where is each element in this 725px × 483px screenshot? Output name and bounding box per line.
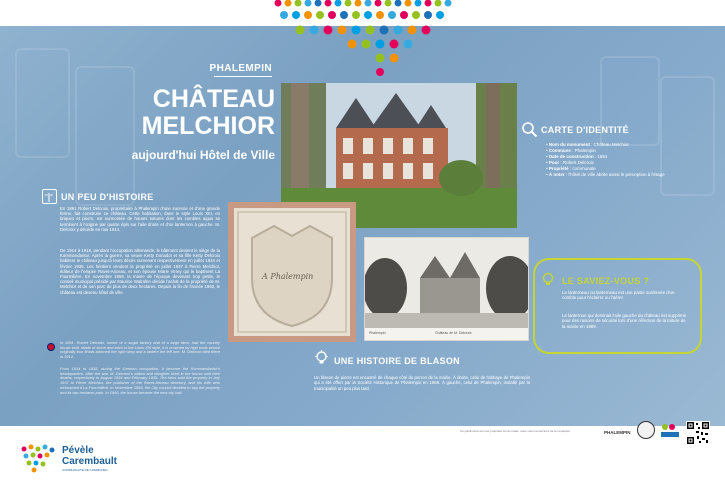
history-heading: UN PEU D'HISTOIRE bbox=[61, 192, 154, 202]
decorative-dots bbox=[270, 0, 470, 80]
identity-label: À noter bbox=[548, 172, 565, 178]
identity-item: • Propriété : communale bbox=[546, 166, 596, 172]
stone-inscription: A Phalempin bbox=[262, 272, 314, 281]
partner-label: PHALEMPIN bbox=[604, 430, 631, 435]
partner-logo bbox=[660, 422, 680, 438]
identity-value: : communale bbox=[568, 166, 596, 172]
history-paragraph: De 1914 à 1918, pendant l'occupation allemande, le bâtiment devient le siège de la Kommandantur. Après la guerre, sa veuve Ketty Donadoï et sa fille Ketty Delcroix habitent le château jusqu'à leurs décès survenant respectivement en juillet 1934 et février 1935. Les héritiers vendent la propriété en juillet 1937 à Pierre Melchior, éditeur de l'empire Ravet-Anceau, et son épouse Marie Verey qui le baptisent La Fourmilière. En novembre 1959, la mairie de l'époque devenant trop petite, le conseil municipal présidé par Maurice Walrafen décide l'achat de la propriété de M. Melchior et de son parc de plus de deux hectares. Depuis la fin de l'année 1960, le château est devenu hôtel de ville. bbox=[60, 248, 220, 295]
blason-heading: UNE HISTOIRE DE BLASON bbox=[334, 356, 460, 366]
location-label: PHALEMPIN bbox=[209, 63, 272, 74]
did-you-know-paragraph: Le lanterneau ou lanterneau est une partie surélevée d'un comble pour l'éclairer ou l'aérer. bbox=[562, 290, 675, 301]
identity-heading: CARTE D'IDENTITÉ bbox=[541, 125, 629, 135]
title-line: MELCHIOR bbox=[141, 112, 275, 140]
lightbulb-icon bbox=[541, 272, 555, 286]
search-icon bbox=[521, 121, 538, 138]
identity-item: • À noter : l'hôtel de ville abrite aussi le perception à l'étage bbox=[546, 172, 665, 178]
identity-list bbox=[546, 142, 666, 179]
history-paragraph: En 1891 Robert Delcroix, propriétaire à Phalempin d'une sucrerie et d'une grande ferme, fait construire ce château. Cette habitation, dans le style Louis XIII, en briques et pierre, est surmontée de hautes toitures dont les combles aigus se terminent à l'origine par quatre épis sur l'aile droite et d'un lanternon à gauche. M. Delcroix y décède en mai 1914. bbox=[60, 206, 220, 232]
identity-item: • Commune : Phalempin bbox=[546, 148, 596, 154]
title-line: CHÂTEAU bbox=[152, 85, 275, 113]
divider bbox=[214, 76, 272, 77]
brand-name: Pévèle bbox=[62, 445, 94, 456]
identity-label: Propriété bbox=[548, 166, 569, 172]
identity-label: Pour bbox=[548, 160, 560, 166]
identity-label: Commune bbox=[548, 148, 571, 154]
stone-blason-photo bbox=[228, 202, 356, 342]
identity-value: : Robert Delcroix bbox=[559, 160, 594, 166]
blason-paragraph: Un blason de pierre est encastré de chaque côté du perron de la mairie. À droite, celui de l'abbaye de Phalempin qui a été offert par la Société Historique de Phalempin en 1968. À gauche, celui de Phalempin, installé par la municipalité un peu plus tard. bbox=[314, 375, 530, 391]
identity-item: • Nom du monument : Château Melchior bbox=[546, 142, 629, 147]
identity-label: Nom du monument bbox=[548, 142, 590, 147]
partner-emblem bbox=[637, 421, 655, 439]
brand-tagline: COMMUNAUTÉ DE COMMUNES bbox=[62, 468, 108, 472]
background-window bbox=[660, 76, 715, 196]
identity-item: • Date de construction : 1891 bbox=[546, 154, 608, 160]
footer-credit: Ce patrimoine est une propriété communale, nous vous remercions de le respecter. bbox=[460, 429, 571, 433]
history-english-paragraph: In 1891, Robert Delcroix, owner of a sugar factory and of a large farm, had the country house built. Made of stone and brick in the Louis XIII style, it is crowned by high roofs whose originally four finials adorned the right wing and a lantern the left one. M. Delcroix died there in 1914. bbox=[60, 340, 220, 360]
identity-value: : l'hôtel de ville abrite aussi le perception à l'étage bbox=[564, 172, 665, 178]
uk-flag-icon bbox=[47, 343, 55, 351]
qr-code[interactable] bbox=[686, 421, 710, 445]
page-title bbox=[120, 86, 275, 140]
page-subtitle: aujourd'hui Hôtel de Ville bbox=[131, 148, 275, 162]
brand-name: Carembault bbox=[62, 456, 118, 467]
identity-label: Date de construction bbox=[548, 154, 594, 160]
identity-value: : 1891 bbox=[593, 154, 608, 160]
history-english-paragraph: From 1914 to 1918, during the German occupation, it became the Kommandantur's headquarters. After the war, M. Delcroix's widow and daughter lived in the house until their deaths, respectively in August 1934 and February 1935. The heirs sold the property in July 1937 to Pierre Melchior, the publisher of the Ravet-Anceau directory, and his wife who nicknamed it La Fourmilière. In November 1959, the City council decided to buy the property and its two hectares park. In 1960, the house became the new city hall. bbox=[60, 366, 220, 395]
old-postcard-photo bbox=[364, 237, 529, 341]
did-you-know-heading: LE SAVIEZ-VOUS ? bbox=[562, 276, 650, 286]
lightbulb-icon bbox=[314, 350, 329, 365]
did-you-know-paragraph: Le lanternon qui dominait l'aile gauche du château est supprimé pour des raisons de sécurité lors d'une réfection de la toiture de la mairie en 1989. bbox=[562, 313, 687, 329]
background-window bbox=[15, 48, 70, 158]
identity-item: • Pour : Robert Delcroix bbox=[546, 160, 594, 166]
postcard-caption: Château de M. Delcroix bbox=[435, 331, 472, 335]
identity-value: : Château Melchior bbox=[589, 142, 629, 147]
did-you-know-box bbox=[533, 258, 702, 354]
book-icon bbox=[42, 189, 57, 204]
postcard-caption: Phalempin bbox=[369, 331, 386, 335]
identity-value: : Phalempin bbox=[570, 148, 596, 154]
